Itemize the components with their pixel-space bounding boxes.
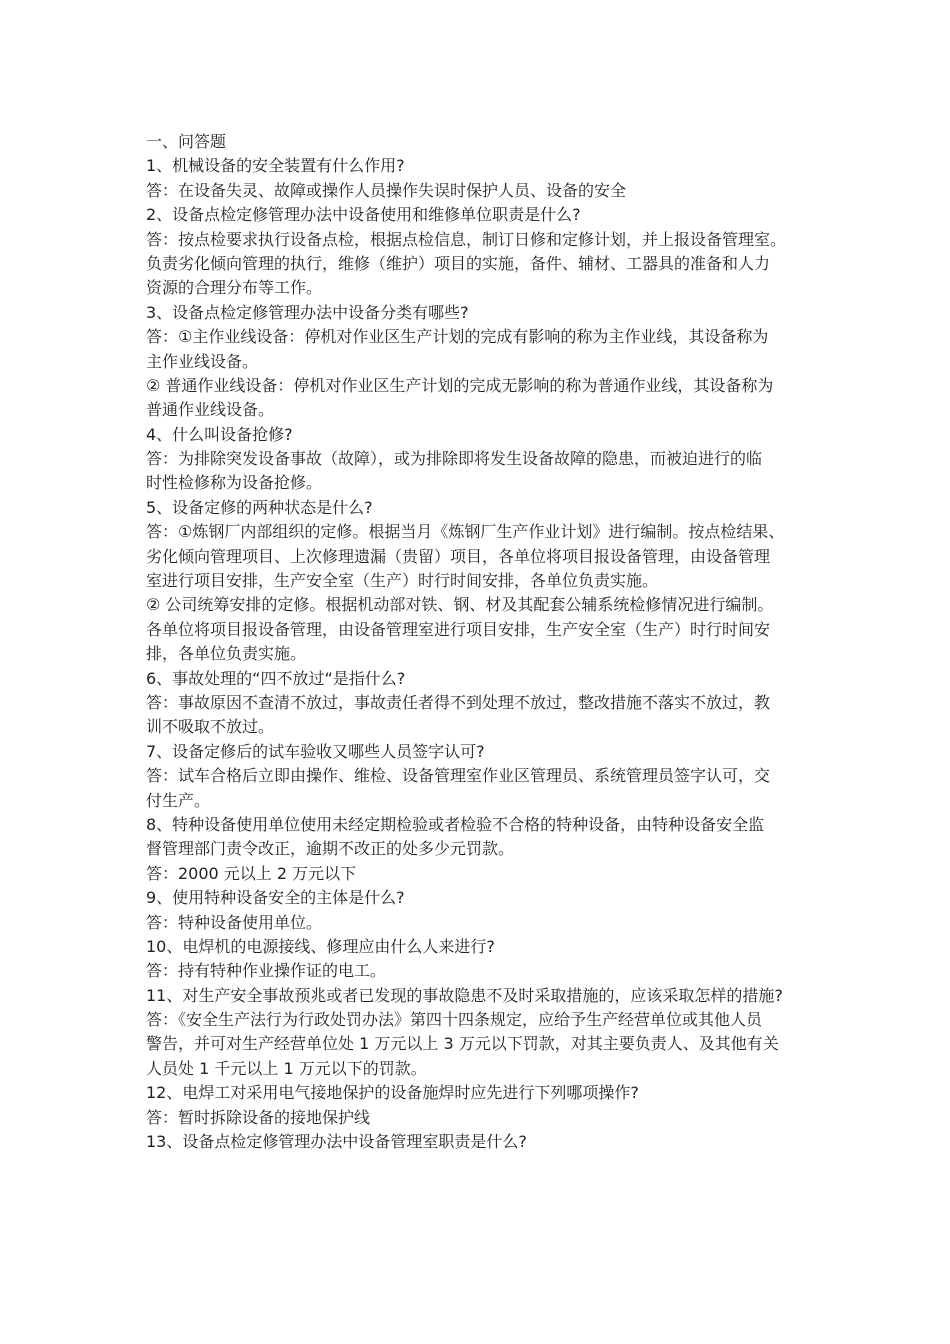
text-line: 答：《安全生产法行为行政处罚办法》第四十四条规定，应给予生产经营单位或其他人员 <box>146 1010 763 1030</box>
text-line: 各单位将项目报设备管理，由设备管理室进行项目安排，生产安全室（生产）时行时间安 <box>146 619 771 639</box>
text-line: 3、设备点检定修管理办法中设备分类有哪些? <box>146 302 469 322</box>
text-line: 9、使用特种设备安全的主体是什么? <box>146 888 405 908</box>
text-line: 答：按点检要求执行设备点检，根据点检信息，制订日修和定修计划，并上报设备管理室。 <box>146 229 787 249</box>
text-line: 答：为排除突发设备事故（故障），或为排除即将发生设备故障的隐患，而被迫进行的临 <box>146 449 763 469</box>
text-line: 负责劣化倾向管理的执行，维修（维护）项目的实施，备件、辅材、工器具的准备和人力 <box>146 253 771 273</box>
text-line: 2、设备点检定修管理办法中设备使用和维修单位职责是什么? <box>146 205 581 225</box>
text-line: 一、问答题 <box>146 132 227 151</box>
text-line: 劣化倾向管理项目、上次修理遗漏（贵留）项目，各单位将项目报设备管理，由设备管理 <box>146 546 771 566</box>
text-line: 答：持有特种作业操作证的电工。 <box>146 961 387 981</box>
text-line: 6、事故处理的“四不放过“是指什么? <box>146 668 406 688</box>
text-line: 督管理部门责令改正，逾期不改正的处多少元罚款。 <box>146 839 515 859</box>
text-line: 13、设备点检定修管理办法中设备管理室职责是什么? <box>146 1132 527 1152</box>
text-line: 答：在设备失灵、故障或操作人员操作失误时保护人员、设备的安全 <box>146 180 627 200</box>
text-line: 12、电焊工对采用电气接地保护的设备施焊时应先进行下列哪项操作? <box>146 1083 639 1103</box>
text-line: 训不吸取不放过。 <box>146 717 275 737</box>
text-line: ② 普通作业线设备：停机对作业区生产计划的完成无影响的称为普通作业线，其设备称为 <box>146 375 774 395</box>
text-line: 时性检修称为设备抢修。 <box>146 473 323 493</box>
text-line: 1、机械设备的安全装置有什么作用? <box>146 156 405 176</box>
text-line: 答：2000 元以上 2 万元以下 <box>146 863 357 883</box>
text-line: 人员处 1 千元以上 1 万元以下的罚款。 <box>146 1058 427 1078</box>
text-line: 11、对生产安全事故预兆或者已发现的事故隐患不及时采取措施的，应该采取怎样的措施? <box>146 985 783 1005</box>
text-line: 答：试车合格后立即由操作、维检、设备管理室作业区管理员、系统管理员签字认可，交 <box>146 766 771 786</box>
text-line: ② 公司统筹安排的定修。根据机动部对铁、钢、材及其配套公辅系统检修情况进行编制。 <box>146 595 774 615</box>
text-line: 答：特种设备使用单位。 <box>146 912 323 932</box>
text-line: 4、什么叫设备抢修? <box>146 424 293 444</box>
text-line: 主作业线设备。 <box>146 351 259 371</box>
text-line: 答：事故原因不查清不放过，事故责任者得不到处理不放过，整改措施不落实不放过，教 <box>146 692 771 712</box>
text-line: 10、电焊机的电源接线、修理应由什么人来进行? <box>146 936 495 956</box>
text-line: 答：①主作业线设备：停机对作业区生产计划的完成有影响的称为主作业线，其设备称为 <box>146 327 769 347</box>
text-line: 警告，并可对生产经营单位处 1 万元以上 3 万元以下罚款，对其主要负责人、及其他有关 <box>146 1034 779 1054</box>
text-line: 答：①炼钢厂内部组织的定修。根据当月《炼钢厂生产作业计划》进行编制。按点检结果、 <box>146 522 785 542</box>
text-line: 付生产。 <box>146 790 211 810</box>
text-line: 8、特种设备使用单位使用未经定期检验或者检验不合格的特种设备，由特种设备安全监 <box>146 814 765 834</box>
text-line: 室进行项目安排，生产安全室（生产）时行时间安排，各单位负责实施。 <box>146 571 659 591</box>
text-line: 资源的合理分布等工作。 <box>146 278 323 298</box>
text-line: 答：暂时拆除设备的接地保护线 <box>146 1107 371 1127</box>
text-line: 普通作业线设备。 <box>146 400 275 420</box>
text-line: 5、设备定修的两种状态是什么? <box>146 497 373 517</box>
document-body <box>146 130 826 1154</box>
text-line: 排，各单位负责实施。 <box>146 644 307 664</box>
text-line: 7、设备定修后的试车验收又哪些人员签字认可? <box>146 741 485 761</box>
